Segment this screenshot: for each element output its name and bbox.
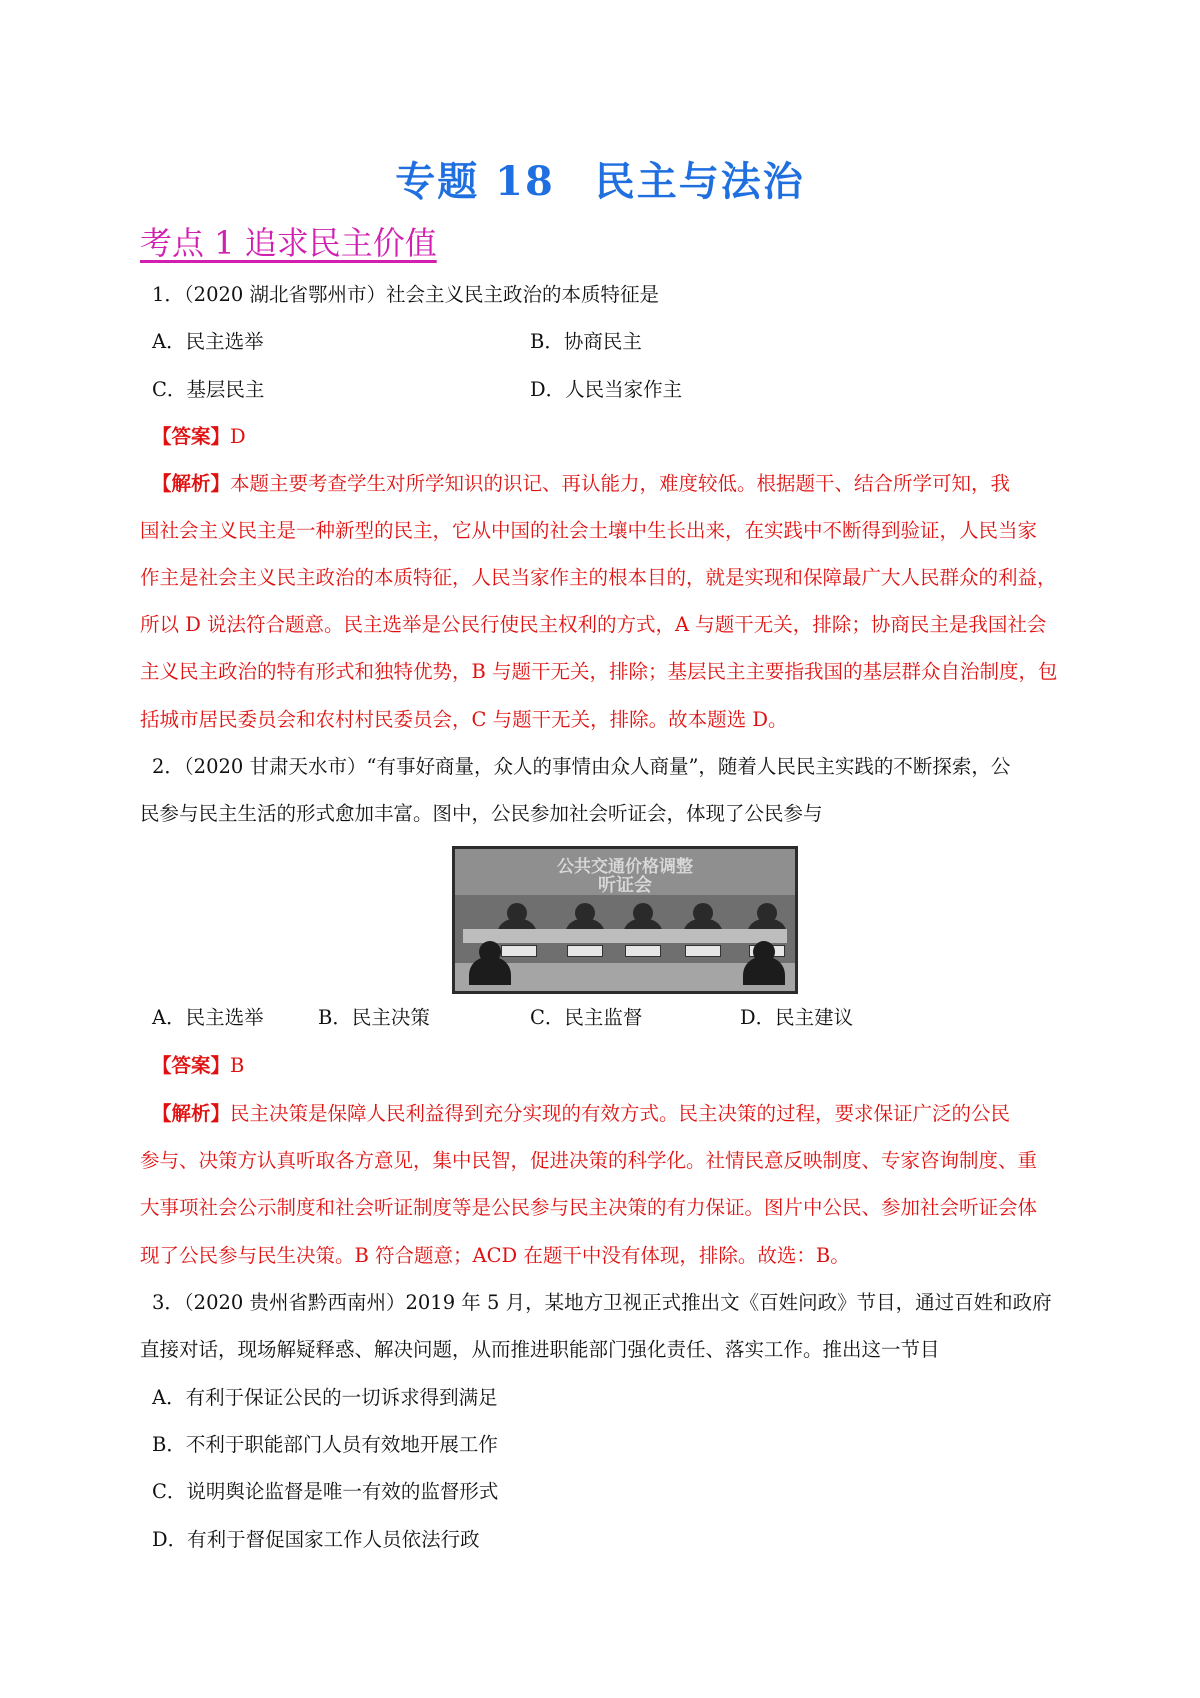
audience-figure — [743, 941, 785, 985]
title-topic-name: 民主与法治 — [594, 158, 805, 205]
q1-analysis-line-5: 主义民主政治的特有形式和独特优势，B 与题干无关，排除；基层民主主要指我国的基层群众自治制度，包 — [140, 660, 1058, 683]
q1-option-c: C．基层民主 — [152, 378, 265, 401]
q3-stem-line-2: 直接对话，现场解疑释惑、解决问题，从而推进职能部门强化责任、落实工作。推出这一节目 — [140, 1338, 940, 1361]
q1-answer — [152, 425, 246, 449]
q3-option-b: B．不利于职能部门人员有效地开展工作 — [152, 1433, 498, 1456]
q1-analysis-line-6: 括城市居民委员会和农村村民委员会，C 与题干无关，排除。故本题选 D。 — [140, 708, 788, 731]
q2-option-d: D．民主建议 — [740, 1006, 854, 1029]
q2-option-c: C．民主监督 — [530, 1006, 643, 1029]
nameplate — [685, 945, 721, 957]
q1-option-b: B．协商民主 — [530, 330, 642, 353]
q1-analysis-line-2: 国社会主义民主是一种新型的民主，它从中国的社会土壤中生长出来，在实践中不断得到验证，人民当家 — [140, 519, 1038, 542]
hearing-banner-text-1: 公共交通价格调整 — [557, 857, 693, 877]
q2-option-b: B．民主决策 — [318, 1006, 430, 1029]
q2-analysis-line-1: 【解析】民主决策是保障人民利益得到充分实现的有效方式。民主决策的过程，要求保证广泛的公民 — [152, 1102, 1011, 1125]
q1-answer-value: D — [230, 425, 246, 448]
q2-analysis-line-2: 参与、决策方认真听取各方意见，集中民智，促进决策的科学化。社情民意反映制度、专家咨询制度、重 — [140, 1149, 1038, 1172]
hearing-table — [463, 929, 787, 943]
q1-option-a: A．民主选举 — [152, 330, 264, 353]
q1-analysis-tag: 【解析】 — [152, 472, 231, 495]
q3-option-c: C．说明舆论监督是唯一有效的监督形式 — [152, 1480, 499, 1503]
q3-stem-line-1: 3．（2020 贵州省黔西南州）2019 年 5 月，某地方卫视正式推出文《百姓问政》节目，通过百姓和政府 — [152, 1291, 1052, 1314]
q2-stem-line-1: 2．（2020 甘肃天水市）“有事好商量，众人的事情由众人商量”，随着人民民主实践的不断探索，公 — [152, 755, 1011, 778]
section-heading: 考点 1 追求民主价值 — [140, 224, 437, 262]
q3-option-d: D．有利于督促国家工作人员依法行政 — [152, 1528, 480, 1551]
nameplate — [567, 945, 603, 957]
q2-answer — [152, 1054, 244, 1078]
q1-answer-tag: 【答案】 — [152, 425, 231, 448]
q3-option-a: A．有利于保证公民的一切诉求得到满足 — [152, 1386, 498, 1409]
q1-stem: 1．（2020 湖北省鄂州市）社会主义民主政治的本质特征是 — [152, 283, 659, 306]
hearing-photo — [452, 846, 798, 994]
q2-analysis-tag: 【解析】 — [152, 1102, 231, 1125]
title-topic-number: 专题 18 — [395, 158, 555, 205]
q2-analysis-line-3: 大事项社会公示制度和社会听证制度等是公民参与民主决策的有力保证。图片中公民、参加社会听证会体 — [140, 1196, 1038, 1219]
q1-analysis-line-3: 作主是社会主义民主政治的本质特征，人民当家作主的根本目的，就是实现和保障最广大人民群众的利益， — [140, 566, 1057, 589]
q1-option-d: D．人民当家作主 — [530, 378, 683, 401]
audience-figure — [469, 941, 511, 985]
q1-analysis-line-1: 【解析】本题主要考查学生对所学知识的识记、再认能力，难度较低。根据题干、结合所学可知，我 — [152, 472, 1011, 495]
q2-option-a: A．民主选举 — [152, 1006, 264, 1029]
q2-stem-line-2: 民参与民主生活的形式愈加丰富。图中，公民参加社会听证会，体现了公民参与 — [140, 802, 823, 825]
hearing-banner-text-2: 听证会 — [598, 875, 652, 896]
q2-answer-tag: 【答案】 — [152, 1054, 231, 1077]
q2-answer-value: B — [230, 1054, 245, 1077]
q2-analysis-line-4: 现了公民参与民生决策。B 符合题意；ACD 在题干中没有体现，排除。故选：B。 — [140, 1244, 850, 1267]
page-title — [0, 150, 1200, 207]
nameplate — [625, 945, 661, 957]
q1-analysis-line-4: 所以 D 说法符合题意。民主选举是公民行使民主权利的方式，A 与题干无关，排除；协商民主是我国社会 — [140, 613, 1047, 636]
